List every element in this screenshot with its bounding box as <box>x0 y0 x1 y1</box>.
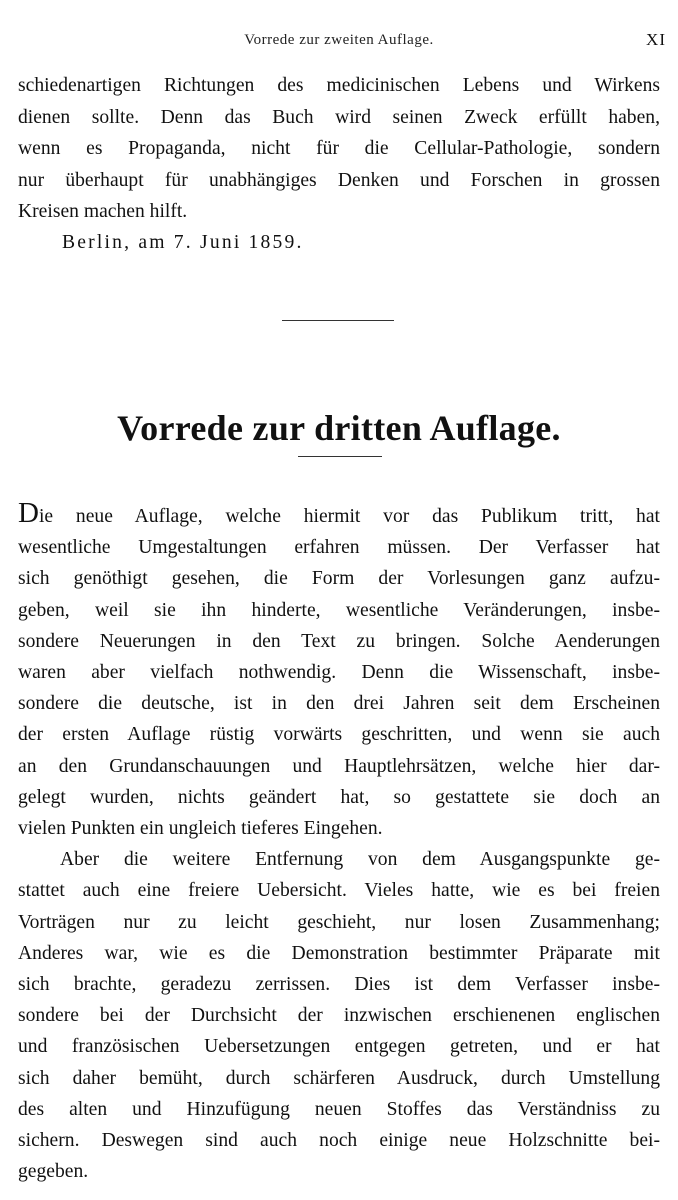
running-header <box>0 30 678 54</box>
text-line: Aber die weitere Entfernung von dem Ausgangspunkte ge- <box>60 849 660 871</box>
text-line: vielen Punkten ein ungleich tieferes Eingehen. <box>18 818 383 840</box>
section-divider-rule <box>282 320 394 321</box>
section-heading: Vorrede zur dritten Auflage. <box>117 408 561 449</box>
text-line: Vorträgen nur zu leicht geschieht, nur losen Zusammenhang; <box>18 911 660 933</box>
text-line: stattet auch eine freiere Uebersicht. Vieles hatte, wie es bei freien <box>18 880 660 902</box>
text-line: Anderes war, wie es die Demonstration bestimmter Präparate mit <box>18 942 660 964</box>
text-line: sichern. Deswegen sind auch noch einige neue Holzschnitte bei- <box>18 1130 660 1152</box>
text-line: geben, weil sie ihn hinderte, wesentliche Veränderungen, insbe- <box>18 599 660 621</box>
text-line: der ersten Auflage rüstig vorwärts geschritten, und wenn sie auch <box>18 724 660 746</box>
text-line: sich genöthigt gesehen, die Form der Vorlesungen ganz aufzu- <box>18 568 660 590</box>
text-line: an den Grundanschauungen und Hauptlehrsätzen, welche hier dar- <box>18 755 660 777</box>
text-line: Kreisen machen hilft. <box>18 201 188 222</box>
preface-body <box>18 497 660 1187</box>
text-line: wenn es Propaganda, nicht für die Cellular-Pathologie, sondern <box>18 138 660 159</box>
text-line: gegeben. <box>18 1161 89 1183</box>
text-line: waren aber vielfach nothwendig. Denn die Wissenschaft, insbe- <box>18 662 660 684</box>
heading-underline-rule <box>298 456 382 457</box>
text-line: dienen sollte. Denn das Buch wird seinen Zweck erfüllt haben, <box>18 106 660 128</box>
first-line <box>18 497 660 532</box>
text-line: schiedenartigen Richtungen des medicinischen Lebens und Wirkens <box>18 75 660 96</box>
previous-preface-ending <box>18 70 660 228</box>
drop-letter: D <box>18 497 39 529</box>
page-number: XI <box>646 30 666 49</box>
text-line: nur überhaupt für unabhängiges Denken und Forschen in grossen <box>18 169 660 191</box>
text-line: sich daher bemüht, durch schärferen Ausdruck, durch Umstellung <box>18 1067 660 1089</box>
text-line: des alten und Hinzufügung neuen Stoffes das Verständniss zu <box>18 1098 660 1120</box>
text-line: und französischen Uebersetzungen entgegen getreten, und er hat <box>18 1036 660 1058</box>
text-line: sondere die deutsche, ist in den drei Jahren seit dem Erscheinen <box>18 693 660 715</box>
running-title: Vorrede zur zweiten Auflage. <box>244 32 434 48</box>
text-line: sondere Neuerungen in den Text zu bringen. Solche Aenderungen <box>18 630 660 652</box>
text-line: sich brachte, geradezu zerrissen. Dies ist dem Verfasser insbe- <box>18 974 660 996</box>
text-line: sondere bei der Durchsicht der inzwischen erschienenen englischen <box>18 1005 660 1027</box>
first-line-text: ie neue Auflage, welche hiermit vor das Publikum tritt, hat <box>38 506 660 527</box>
text-line: wesentliche Umgestaltungen erfahren müssen. Der Verfasser hat <box>18 537 660 559</box>
text-line: gelegt wurden, nichts geändert hat, so gestattete sie doch an <box>18 786 660 808</box>
signature-date-line: Berlin, am 7. Juni 1859. <box>62 232 304 253</box>
